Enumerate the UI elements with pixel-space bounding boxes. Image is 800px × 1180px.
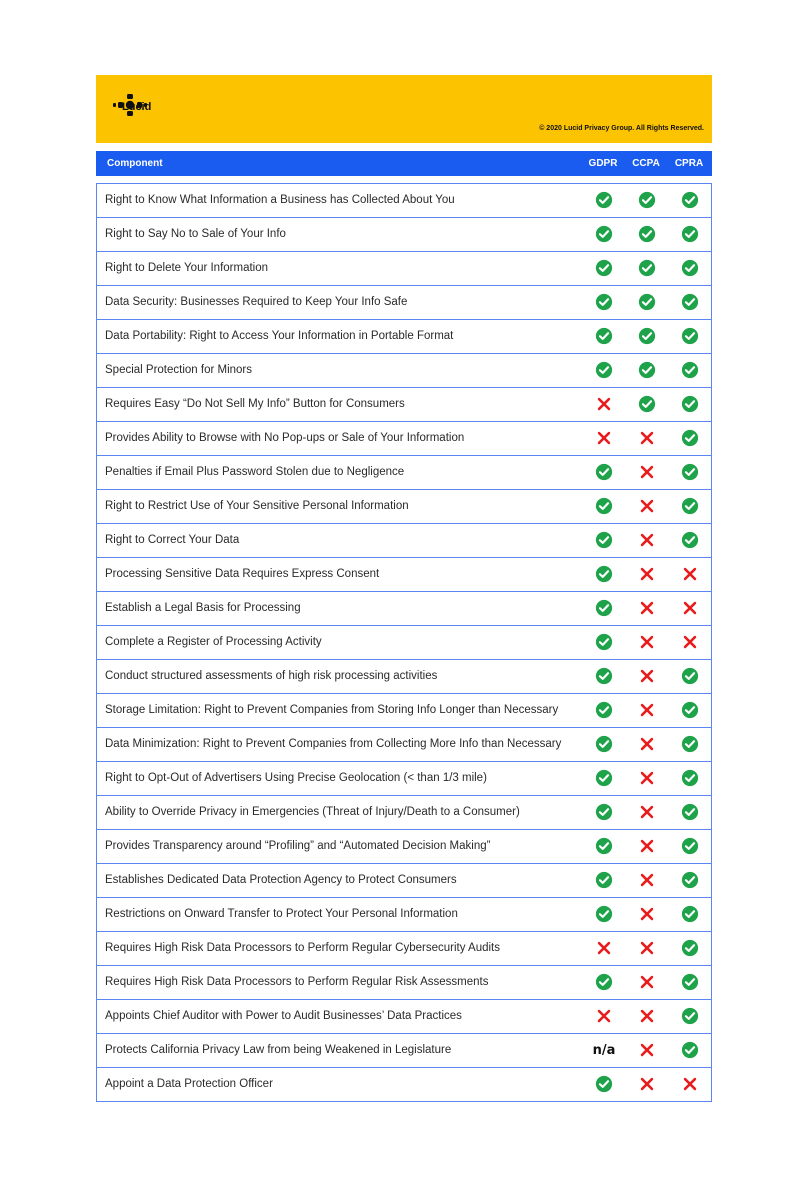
cpra-check-icon bbox=[670, 225, 710, 245]
ccpa-check-icon bbox=[627, 293, 667, 313]
ccpa-cross-icon bbox=[627, 803, 667, 823]
ccpa-cross-icon bbox=[627, 837, 667, 857]
cpra-check-icon bbox=[670, 735, 710, 755]
gdpr-cross-icon bbox=[584, 939, 624, 959]
row-label: Conduct structured assessments of high risk processing activities bbox=[105, 670, 438, 682]
ccpa-check-icon bbox=[627, 395, 667, 415]
gdpr-check-icon bbox=[584, 871, 624, 891]
table-row bbox=[96, 728, 712, 762]
cpra-check-icon bbox=[670, 429, 710, 449]
gdpr-check-icon bbox=[584, 633, 624, 653]
gdpr-check-icon bbox=[584, 327, 624, 347]
table-row bbox=[96, 252, 712, 286]
cpra-check-icon bbox=[670, 769, 710, 789]
gdpr-check-icon bbox=[584, 973, 624, 993]
cpra-check-icon bbox=[670, 837, 710, 857]
ccpa-cross-icon bbox=[627, 497, 667, 517]
header-gdpr: GDPR bbox=[588, 158, 618, 169]
table-row bbox=[96, 218, 712, 252]
table-row bbox=[96, 694, 712, 728]
header-ccpa: CCPA bbox=[632, 158, 660, 169]
header-component: Component bbox=[107, 158, 163, 169]
cpra-check-icon bbox=[670, 531, 710, 551]
table-row bbox=[96, 183, 712, 218]
gdpr-check-icon bbox=[584, 803, 624, 823]
cpra-check-icon bbox=[670, 905, 710, 925]
cpra-cross-icon bbox=[670, 633, 710, 653]
table-row bbox=[96, 456, 712, 490]
cpra-check-icon bbox=[670, 463, 710, 483]
cpra-check-icon bbox=[670, 395, 710, 415]
row-label: Penalties if Email Plus Password Stolen due to Negligence bbox=[105, 466, 405, 478]
cpra-check-icon bbox=[670, 701, 710, 721]
row-label: Right to Say No to Sale of Your Info bbox=[105, 228, 286, 240]
ccpa-cross-icon bbox=[627, 939, 667, 959]
ccpa-cross-icon bbox=[627, 871, 667, 891]
row-label: Storage Limitation: Right to Prevent Companies from Storing Info Longer than Necessary bbox=[105, 704, 559, 716]
table-row bbox=[96, 320, 712, 354]
cpra-cross-icon bbox=[670, 1075, 710, 1095]
gdpr-check-icon bbox=[584, 769, 624, 789]
gdpr-check-icon bbox=[584, 905, 624, 925]
cpra-check-icon bbox=[670, 1007, 710, 1027]
table-row bbox=[96, 1034, 712, 1068]
brand-name: Lucid bbox=[122, 101, 152, 113]
gdpr-check-icon bbox=[584, 667, 624, 687]
ccpa-cross-icon bbox=[627, 531, 667, 551]
ccpa-cross-icon bbox=[627, 735, 667, 755]
row-label: Right to Delete Your Information bbox=[105, 262, 269, 274]
gdpr-na-text: n/a bbox=[592, 1043, 616, 1058]
table-row bbox=[96, 626, 712, 660]
header-cpra: CPRA bbox=[674, 158, 704, 169]
table-row bbox=[96, 1000, 712, 1034]
row-label: Data Portability: Right to Access Your Information in Portable Format bbox=[105, 330, 454, 342]
gdpr-check-icon bbox=[584, 599, 624, 619]
cpra-check-icon bbox=[670, 667, 710, 687]
cpra-cross-icon bbox=[670, 599, 710, 619]
brand-banner bbox=[96, 75, 712, 143]
row-label: Establishes Dedicated Data Protection Agency to Protect Consumers bbox=[105, 874, 457, 886]
row-label: Right to Correct Your Data bbox=[105, 534, 240, 546]
cpra-check-icon bbox=[670, 327, 710, 347]
row-label: Requires High Risk Data Processors to Perform Regular Cybersecurity Audits bbox=[105, 942, 500, 954]
gdpr-check-icon bbox=[584, 259, 624, 279]
row-label: Requires High Risk Data Processors to Perform Regular Risk Assessments bbox=[105, 976, 489, 988]
ccpa-cross-icon bbox=[627, 565, 667, 585]
ccpa-cross-icon bbox=[627, 701, 667, 721]
comparison-table bbox=[96, 183, 712, 1102]
row-label: Restrictions on Onward Transfer to Protect Your Personal Information bbox=[105, 908, 458, 920]
gdpr-check-icon bbox=[584, 463, 624, 483]
cpra-check-icon bbox=[670, 871, 710, 891]
gdpr-check-icon bbox=[584, 735, 624, 755]
cpra-check-icon bbox=[670, 973, 710, 993]
ccpa-check-icon bbox=[627, 361, 667, 381]
gdpr-check-icon bbox=[584, 701, 624, 721]
gdpr-cross-icon bbox=[584, 395, 624, 415]
table-row bbox=[96, 422, 712, 456]
gdpr-check-icon bbox=[584, 191, 624, 211]
row-label: Ability to Override Privacy in Emergencies (Threat of Injury/Death to a Consumer) bbox=[105, 806, 520, 818]
ccpa-cross-icon bbox=[627, 599, 667, 619]
gdpr-cross-icon bbox=[584, 1007, 624, 1027]
ccpa-check-icon bbox=[627, 225, 667, 245]
ccpa-check-icon bbox=[627, 191, 667, 211]
copyright-text: © 2020 Lucid Privacy Group. All Rights Reserved. bbox=[539, 125, 704, 132]
row-label: Appoints Chief Auditor with Power to Audit Businesses’ Data Practices bbox=[105, 1010, 462, 1022]
cpra-check-icon bbox=[670, 939, 710, 959]
gdpr-check-icon bbox=[584, 361, 624, 381]
gdpr-check-icon bbox=[584, 1075, 624, 1095]
gdpr-check-icon bbox=[584, 565, 624, 585]
gdpr-check-icon bbox=[584, 293, 624, 313]
row-label: Requires Easy “Do Not Sell My Info” Button for Consumers bbox=[105, 398, 405, 410]
cpra-check-icon bbox=[670, 361, 710, 381]
cpra-check-icon bbox=[670, 259, 710, 279]
table-row bbox=[96, 490, 712, 524]
table-row bbox=[96, 796, 712, 830]
cpra-check-icon bbox=[670, 191, 710, 211]
table-row bbox=[96, 966, 712, 1000]
row-label: Appoint a Data Protection Officer bbox=[105, 1078, 273, 1090]
ccpa-cross-icon bbox=[627, 463, 667, 483]
ccpa-cross-icon bbox=[627, 905, 667, 925]
ccpa-cross-icon bbox=[627, 1075, 667, 1095]
cpra-check-icon bbox=[670, 293, 710, 313]
row-label: Right to Opt-Out of Advertisers Using Precise Geolocation (< than 1/3 mile) bbox=[105, 772, 487, 784]
ccpa-cross-icon bbox=[627, 1041, 667, 1061]
table-row bbox=[96, 1068, 712, 1102]
row-label: Processing Sensitive Data Requires Express Consent bbox=[105, 568, 380, 580]
table-row bbox=[96, 898, 712, 932]
table-row bbox=[96, 932, 712, 966]
cpra-cross-icon bbox=[670, 565, 710, 585]
table-row bbox=[96, 864, 712, 898]
row-label: Complete a Register of Processing Activity bbox=[105, 636, 322, 648]
table-row bbox=[96, 286, 712, 320]
ccpa-check-icon bbox=[627, 327, 667, 347]
gdpr-check-icon bbox=[584, 225, 624, 245]
row-label: Establish a Legal Basis for Processing bbox=[105, 602, 301, 614]
gdpr-cross-icon bbox=[584, 429, 624, 449]
table-row bbox=[96, 592, 712, 626]
ccpa-cross-icon bbox=[627, 973, 667, 993]
ccpa-cross-icon bbox=[627, 667, 667, 687]
row-label: Right to Restrict Use of Your Sensitive Personal Information bbox=[105, 500, 409, 512]
table-row bbox=[96, 354, 712, 388]
gdpr-check-icon bbox=[584, 497, 624, 517]
ccpa-cross-icon bbox=[627, 1007, 667, 1027]
ccpa-check-icon bbox=[627, 259, 667, 279]
gdpr-check-icon bbox=[584, 837, 624, 857]
cpra-check-icon bbox=[670, 497, 710, 517]
row-label: Provides Ability to Browse with No Pop-ups or Sale of Your Information bbox=[105, 432, 465, 444]
table-row bbox=[96, 830, 712, 864]
gdpr-check-icon bbox=[584, 531, 624, 551]
row-label: Provides Transparency around “Profiling” and “Automated Decision Making” bbox=[105, 840, 491, 852]
table-row bbox=[96, 660, 712, 694]
row-label: Data Minimization: Right to Prevent Companies from Collecting More Info than Necessary bbox=[105, 738, 562, 750]
row-label: Right to Know What Information a Business has Collected About You bbox=[105, 194, 455, 206]
cpra-check-icon bbox=[670, 803, 710, 823]
table-row bbox=[96, 558, 712, 592]
cpra-check-icon bbox=[670, 1041, 710, 1061]
row-label: Data Security: Businesses Required to Keep Your Info Safe bbox=[105, 296, 408, 308]
ccpa-cross-icon bbox=[627, 633, 667, 653]
table-header bbox=[96, 151, 712, 176]
row-label: Protects California Privacy Law from being Weakened in Legislature bbox=[105, 1044, 452, 1056]
row-label: Special Protection for Minors bbox=[105, 364, 253, 376]
ccpa-cross-icon bbox=[627, 769, 667, 789]
table-row bbox=[96, 388, 712, 422]
table-row bbox=[96, 524, 712, 558]
table-row bbox=[96, 762, 712, 796]
ccpa-cross-icon bbox=[627, 429, 667, 449]
